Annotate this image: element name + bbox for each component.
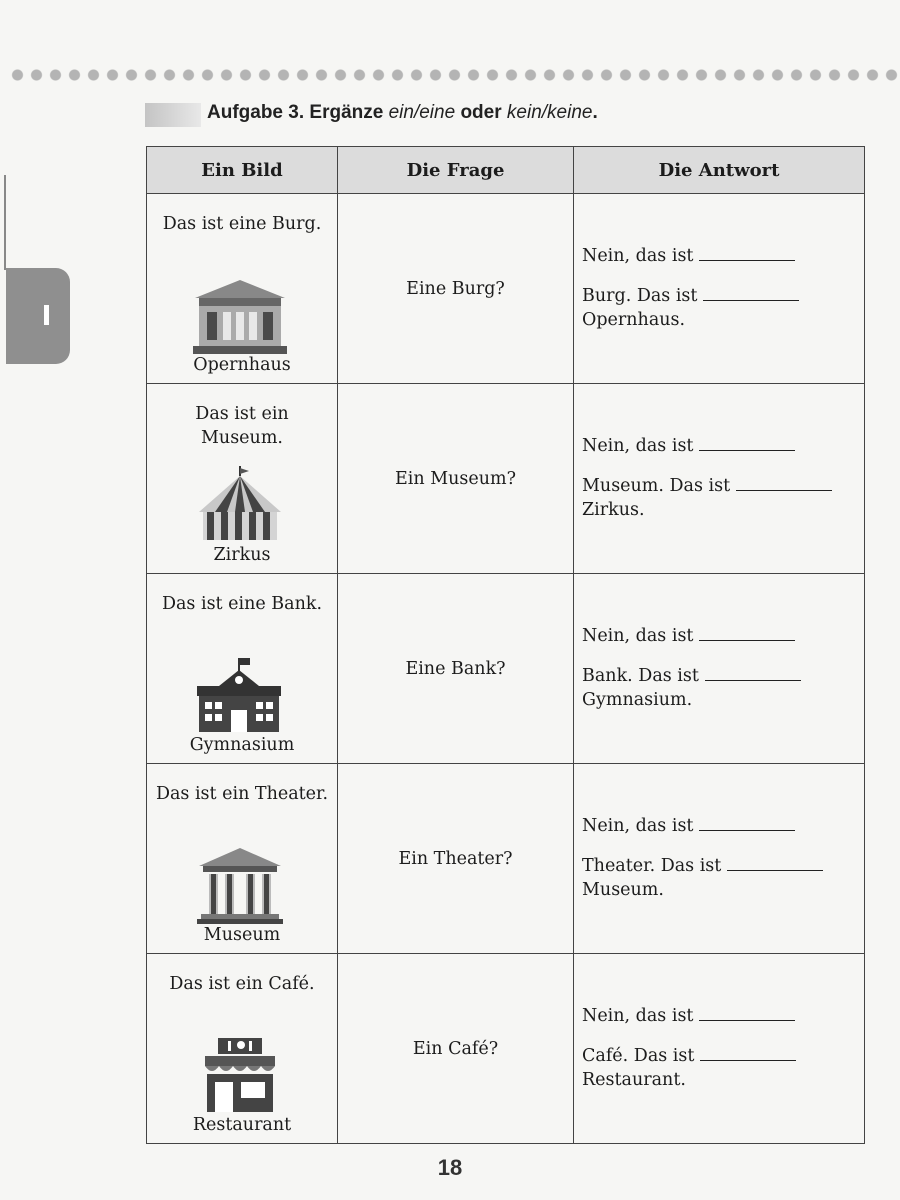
table-row xyxy=(147,194,865,384)
table-row xyxy=(147,384,865,574)
answer-line-3: Opernhaus. xyxy=(582,310,686,330)
answer-line-1: Nein, das ist xyxy=(582,246,694,266)
table-row xyxy=(147,574,865,764)
picture-cell xyxy=(147,764,338,954)
picture-cell xyxy=(147,574,338,764)
answer-blank[interactable] xyxy=(699,438,795,451)
page-number: 18 xyxy=(437,1155,463,1180)
question-cell: Eine Bank? xyxy=(338,574,574,764)
answer-blank[interactable] xyxy=(699,628,795,641)
answer-blank[interactable] xyxy=(699,818,795,831)
answer-line-3: Museum. xyxy=(582,880,664,900)
opera-house-icon xyxy=(185,276,295,356)
dotted-divider xyxy=(8,67,900,83)
table-row xyxy=(147,954,865,1144)
answer-cell xyxy=(574,194,865,384)
answer-cell xyxy=(574,764,865,954)
answer-blank[interactable] xyxy=(705,668,801,681)
answer-line-2: Bank. Das ist xyxy=(582,666,699,686)
picture-label: Restaurant xyxy=(192,1115,292,1135)
margin-line xyxy=(4,175,6,270)
statement: Das ist ein Theater. xyxy=(155,784,329,804)
table-header-row xyxy=(147,147,865,194)
answer-blank[interactable] xyxy=(699,1008,795,1021)
answer-blank[interactable] xyxy=(736,478,832,491)
answer-line-1: Nein, das ist xyxy=(582,1006,694,1026)
picture-label: Museum xyxy=(203,925,281,945)
answer-line-3: Gymnasium. xyxy=(582,690,693,710)
exercise-table xyxy=(146,146,865,1144)
picture-label: Zirkus xyxy=(213,545,271,565)
answer-line-2: Museum. Das ist xyxy=(582,476,731,496)
picture-label: Opernhaus xyxy=(193,355,291,375)
picture-cell xyxy=(147,194,338,384)
answer-line-1: Nein, das ist xyxy=(582,626,694,646)
question-cell: Ein Café? xyxy=(338,954,574,1144)
statement: Das ist ein Museum. xyxy=(195,404,289,448)
answer-blank[interactable] xyxy=(700,1048,796,1061)
restaurant-icon xyxy=(185,1036,295,1116)
task-marker xyxy=(145,103,201,127)
statement: Das ist eine Bank. xyxy=(161,594,323,614)
header-question: Die Frage xyxy=(338,147,574,194)
answer-line-3: Restaurant. xyxy=(582,1070,686,1090)
answer-line-1: Nein, das ist xyxy=(582,816,694,836)
question-cell: Ein Theater? xyxy=(338,764,574,954)
answer-blank[interactable] xyxy=(727,858,823,871)
answer-line-2: Theater. Das ist xyxy=(582,856,722,876)
answer-blank[interactable] xyxy=(699,248,795,261)
answer-cell xyxy=(574,954,865,1144)
question-cell: Ein Museum? xyxy=(338,384,574,574)
museum-building-icon xyxy=(185,846,295,926)
task-title: Aufgabe 3. Ergänze ein/eine oder kein/keine. xyxy=(207,102,598,123)
picture-label: Gymnasium xyxy=(189,735,295,755)
question-cell: Eine Burg? xyxy=(338,194,574,384)
answer-cell xyxy=(574,384,865,574)
answer-line-2: Café. Das ist xyxy=(582,1046,695,1066)
chapter-tab-mark xyxy=(44,305,49,325)
school-building-icon xyxy=(185,656,295,736)
answer-line-3: Zirkus. xyxy=(582,500,645,520)
chapter-tab xyxy=(6,268,70,364)
picture-cell xyxy=(147,384,338,574)
answer-blank[interactable] xyxy=(703,288,799,301)
table-row xyxy=(147,764,865,954)
statement: Das ist ein Café. xyxy=(169,974,315,994)
picture-cell xyxy=(147,954,338,1144)
answer-line-1: Nein, das ist xyxy=(582,436,694,456)
header-answer: Die Antwort xyxy=(574,147,865,194)
circus-tent-icon xyxy=(185,466,295,546)
statement: Das ist eine Burg. xyxy=(162,214,322,234)
answer-line-2: Burg. Das ist xyxy=(582,286,698,306)
header-picture: Ein Bild xyxy=(147,147,338,194)
answer-cell xyxy=(574,574,865,764)
